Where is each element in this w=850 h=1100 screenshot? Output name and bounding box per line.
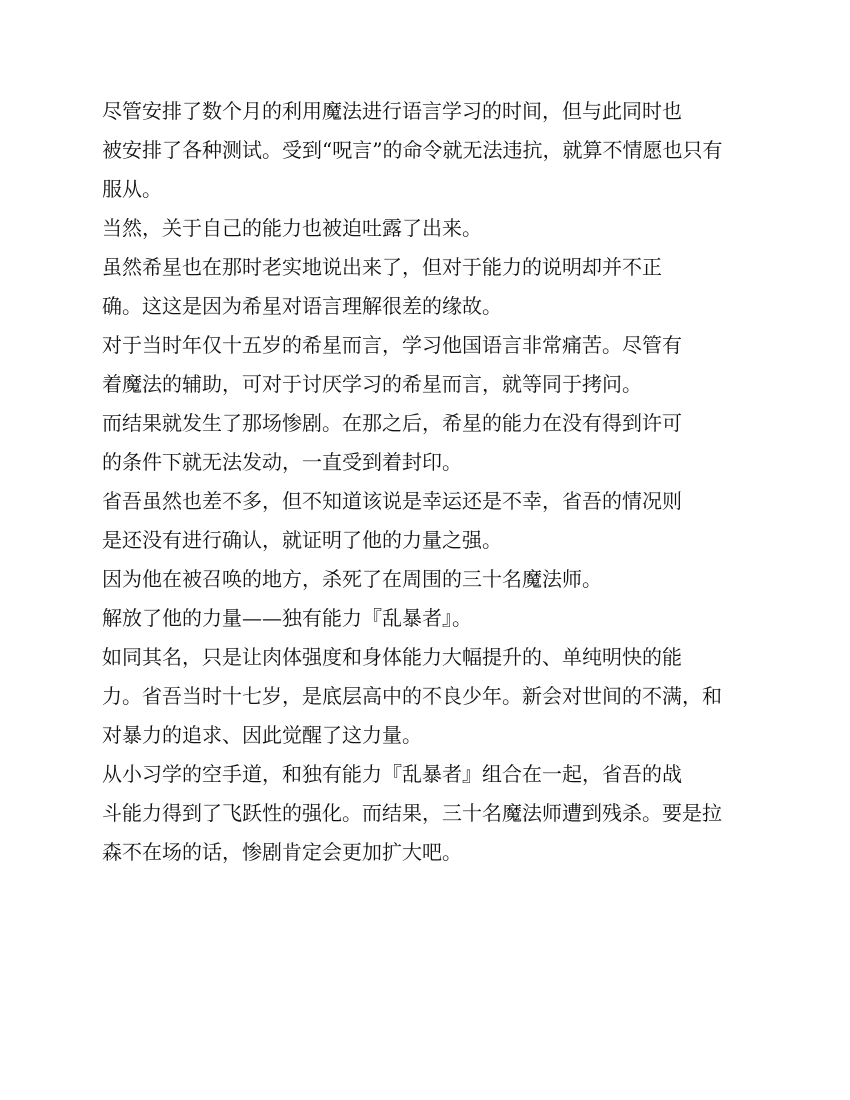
text-line: 从小习学的空手道，和独有能力『乱暴者』组合在一起，省吾的战 (102, 762, 682, 786)
text-line: 省吾虽然也差不多，但不知道该说是幸运还是不幸，省吾的情况则 (102, 489, 682, 513)
text-line: 的条件下就无法发动，一直受到着封印。 (102, 450, 462, 474)
text-line: 被安排了各种测试。受到“呪言”的命令就无法违抗，就算不情愿也只有 (102, 138, 723, 162)
text-line: 解放了他的力量——独有能力『乱暴者』。 (102, 606, 472, 630)
text-line: 服从。 (102, 177, 162, 201)
text-line: 当然，关于自己的能力也被迫吐露了出来。 (102, 216, 482, 240)
text-line: 如同其名，只是让肉体强度和身体能力大幅提升的、单纯明快的能 (102, 645, 682, 669)
text-line: 森不在场的话，惨剧肯定会更加扩大吧。 (102, 840, 462, 864)
text-line: 对暴力的追求、因此觉醒了这力量。 (102, 723, 422, 747)
text-line: 尽管安排了数个月的利用魔法进行语言学习的时间，但与此同时也 (102, 99, 682, 123)
text-line: 而结果就发生了那场惨剧。在那之后，希星的能力在没有得到许可 (102, 411, 682, 435)
text-line: 斗能力得到了飞跃性的强化。而结果，三十名魔法师遭到残杀。要是拉 (102, 801, 722, 825)
text-line: 对于当时年仅十五岁的希星而言，学习他国语言非常痛苦。尽管有 (102, 333, 682, 357)
text-line: 虽然希星也在那时老实地说出来了，但对于能力的说明却并不正 (102, 255, 662, 279)
text-line: 是还没有进行确认，就证明了他的力量之强。 (102, 528, 502, 552)
text-line: 力。省吾当时十七岁，是底层高中的不良少年。新会对世间的不满，和 (102, 684, 722, 708)
text-line: 确。这这是因为希星对语言理解很差的缘故。 (102, 294, 502, 318)
body-text (102, 92, 762, 872)
text-line: 因为他在被召唤的地方，杀死了在周围的三十名魔法师。 (102, 567, 602, 591)
text-line: 着魔法的辅助，可对于讨厌学习的希星而言，就等同于拷问。 (102, 372, 642, 396)
